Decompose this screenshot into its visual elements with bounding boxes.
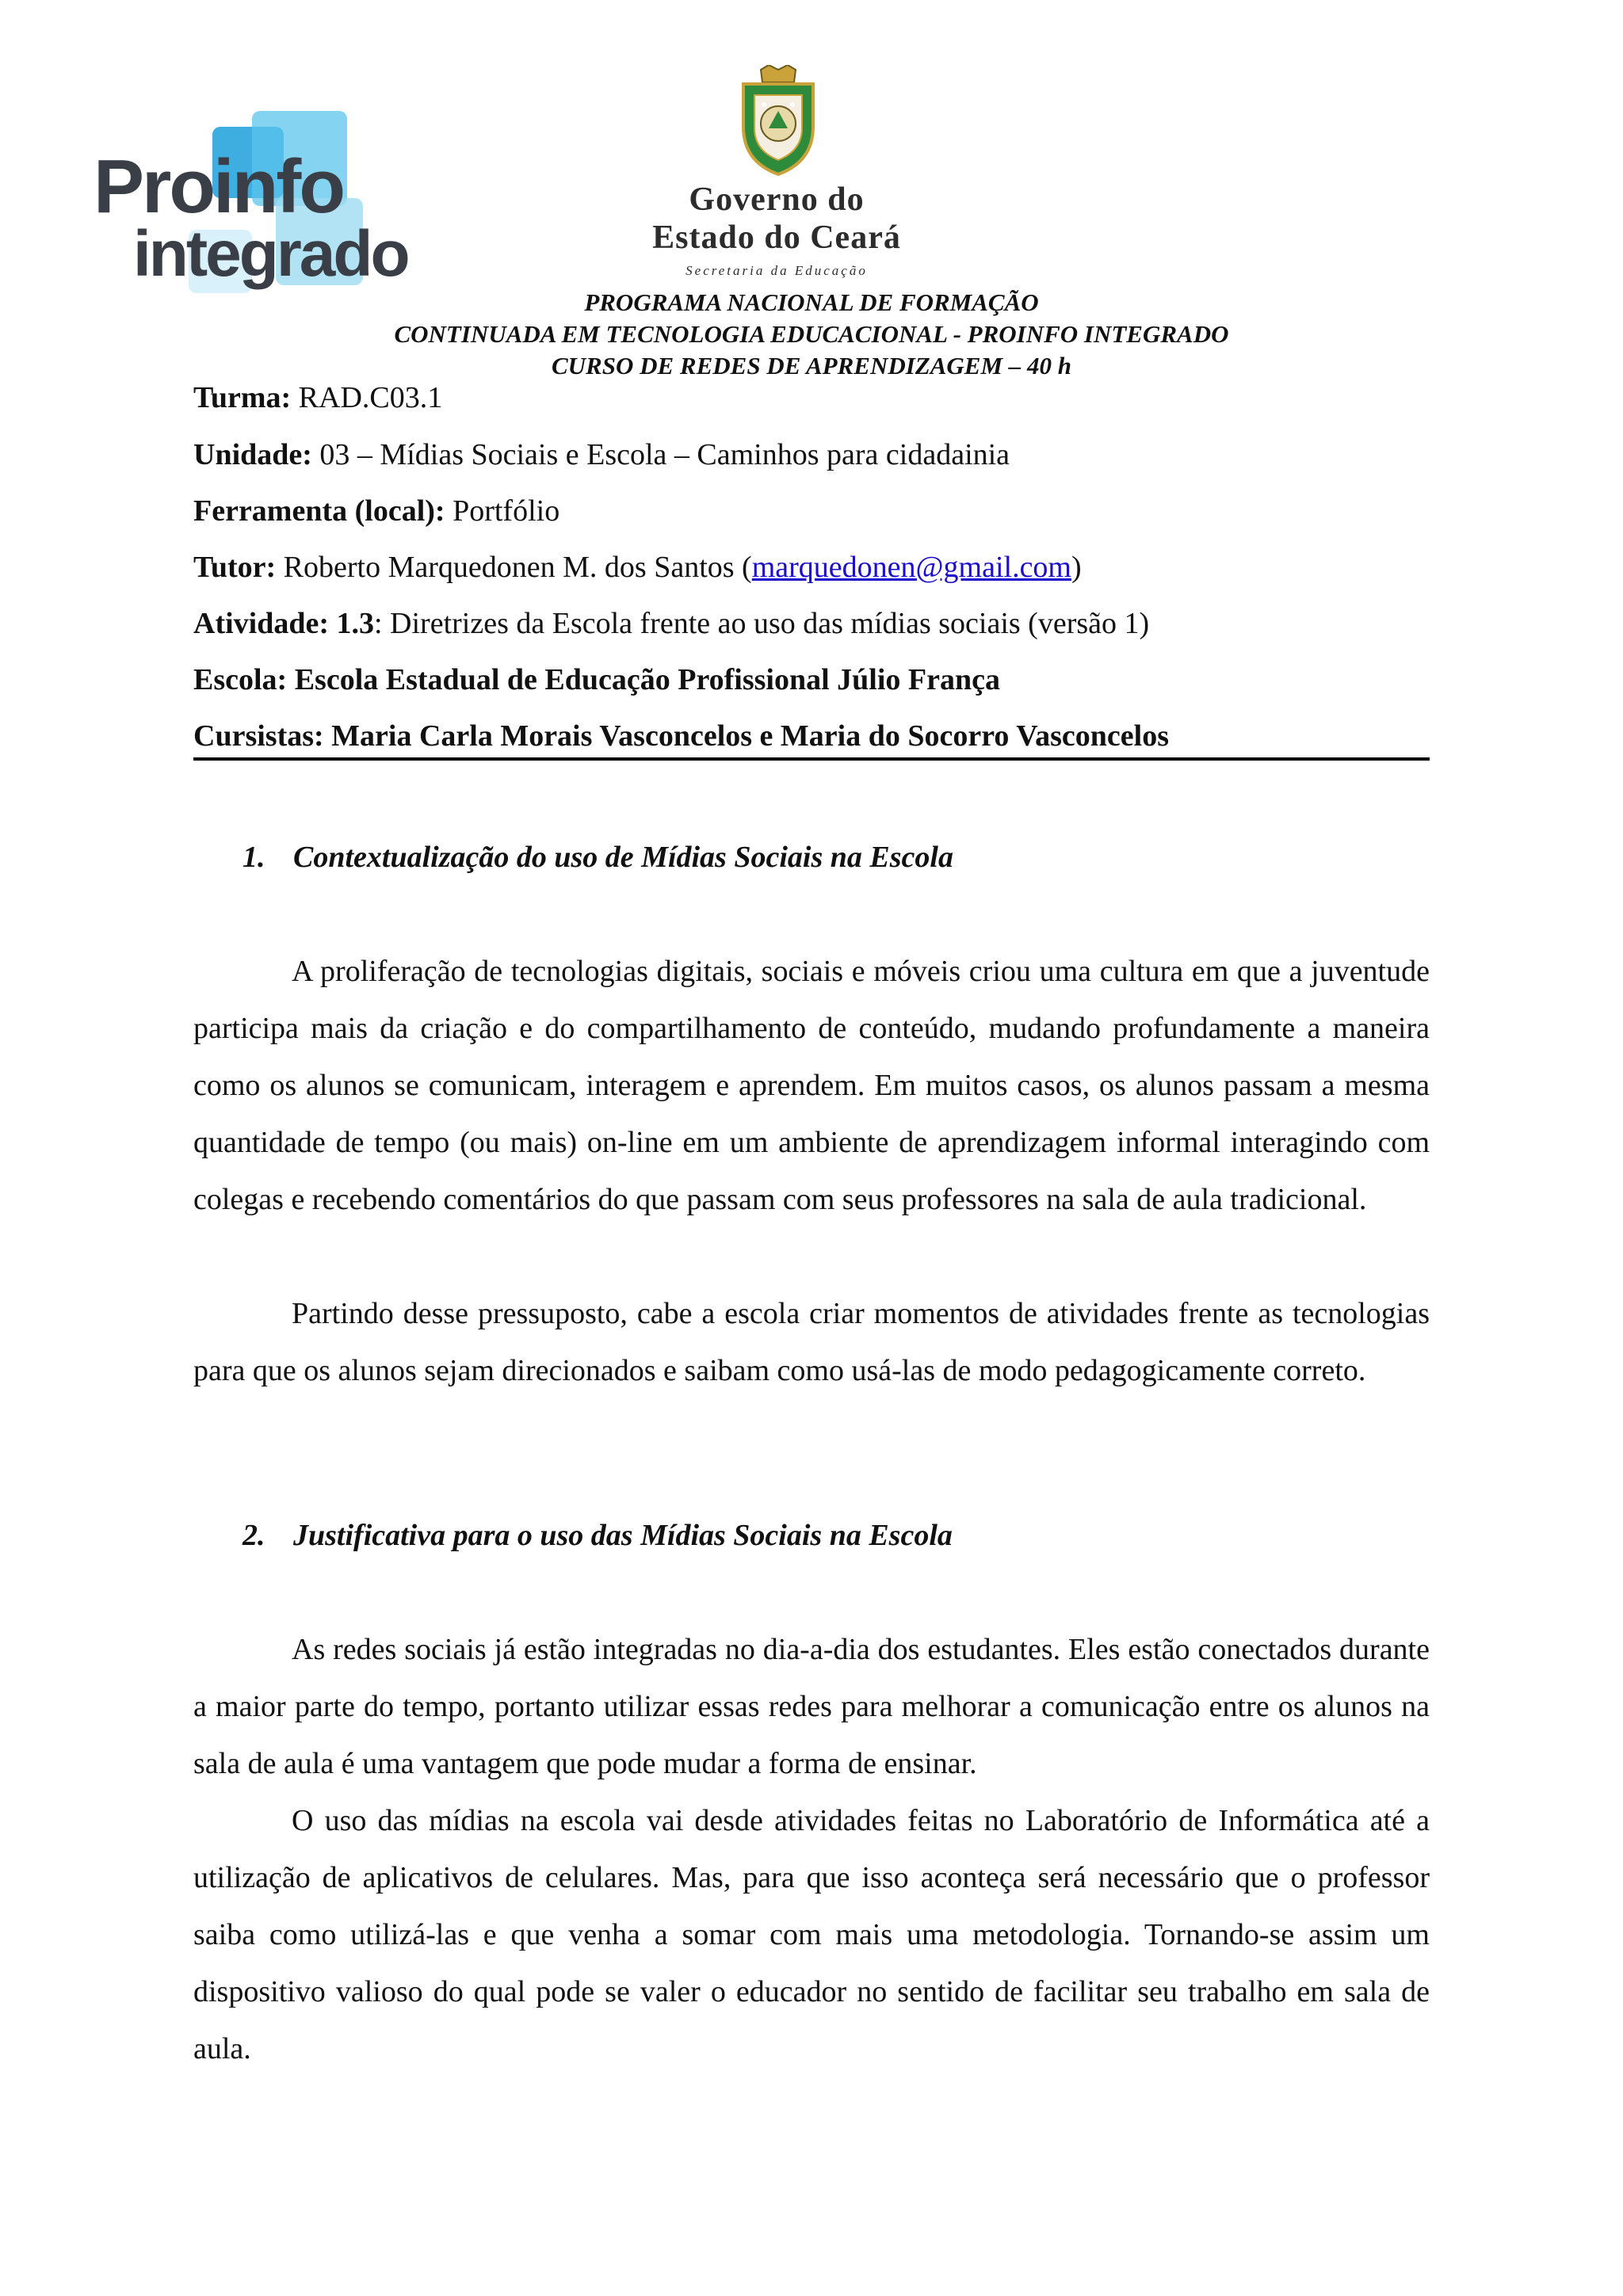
proinfo-logo xyxy=(94,111,408,309)
turma-value: RAD.C03.1 xyxy=(291,381,443,414)
turma-line xyxy=(193,382,1430,414)
tutor-line xyxy=(193,551,1430,583)
unidade-label: Unidade: xyxy=(193,438,312,471)
section-1-title: Contextualização do uso de Mídias Sociais na Escola xyxy=(293,841,953,874)
gov-subtitle: Secretaria da Educação xyxy=(685,263,868,278)
program-line-1: PROGRAMA NACIONAL DE FORMAÇÃO xyxy=(584,288,1039,316)
integrado-logo-text: integrado xyxy=(133,218,408,290)
government-wordmark xyxy=(618,181,935,279)
header-divider xyxy=(193,757,1430,761)
atividade-value: : Diretrizes da Escola frente ao uso das mídias sociais (versão 1) xyxy=(374,607,1150,640)
cursistas-line xyxy=(193,720,1430,752)
tutor-value: Roberto Marquedonen M. dos Santos ( xyxy=(276,551,752,584)
section-1-paragraph-1: A proliferação de tecnologias digitais, sociais e móveis criou uma cultura em que a juventude participa mais da criação e do compartilhamento de conteúdo, mudando profundamente a maneira como os alunos se comunicam, interagem e aprendem. Em muitos casos, os alunos passam a mesma quantidade de tempo (ou mais) on-line em um ambiente de aprendizagem informal interagindo com colegas e recebendo comentários do que passam com seus professores na sala de aula tradicional. xyxy=(193,955,1430,1216)
atividade-label: Atividade: 1.3 xyxy=(193,607,374,640)
section-1-heading xyxy=(242,840,953,875)
atividade-line xyxy=(193,608,1430,639)
proinfo-logo-text: Proinfo xyxy=(94,144,343,229)
section-2-paragraph-2: O uso das mídias na escola vai desde atividades feitas no Laboratório de Informática até a utilização de aplicativos de celulares. Mas, para que isso aconteça será necessário que o professor saiba como utilizá-las e que venha a somar com mais uma metodologia. Tornando-se assim um dispositivo valioso do qual pode se valer o educador no sentido de facilitar seu trabalho em sala de aula. xyxy=(193,1804,1430,2065)
escola-text: Escola: Escola Estadual de Educação Profissional Júlio França xyxy=(193,663,1000,696)
program-line-3: CURSO DE REDES DE APRENDIZAGEM – 40 h xyxy=(551,352,1072,379)
unidade-value: 03 – Mídias Sociais e Escola – Caminhos para cidadainia xyxy=(311,438,1010,471)
escola-line xyxy=(193,664,1430,696)
ferramenta-label: Ferramenta (local): xyxy=(193,494,445,528)
section-2-paragraph-1: As redes sociais já estão integradas no dia-a-dia dos estudantes. Eles estão conectados durante a maior parte do tempo, portanto utilizar essas redes para melhorar a comunicação entre os alunos na sala de aula é uma vantagem que pode mudar a forma de ensinar. xyxy=(193,1633,1430,1780)
section-1-number: 1. xyxy=(242,841,265,874)
program-line-2: CONTINUADA EM TECNOLOGIA EDUCACIONAL - PROINFO INTEGRADO xyxy=(394,320,1229,348)
section-2-heading xyxy=(242,1518,953,1553)
gov-line-2: Estado do Ceará xyxy=(652,219,901,256)
section-2-number: 2. xyxy=(242,1519,265,1552)
ferramenta-value: Portfólio xyxy=(445,494,560,528)
ferramenta-line xyxy=(193,495,1430,527)
ceara-crest-icon xyxy=(737,65,819,176)
program-header xyxy=(238,287,1385,382)
tutor-close: ) xyxy=(1071,551,1082,584)
unidade-line xyxy=(193,439,1430,471)
tutor-email-link[interactable]: marquedonen@gmail.com xyxy=(751,551,1071,584)
cursistas-text: Cursistas: Maria Carla Morais Vasconcelos e Maria do Socorro Vasconcelos xyxy=(193,719,1170,753)
gov-line-1: Governo do xyxy=(689,181,865,218)
section-2-title: Justificativa para o uso das Mídias Sociais na Escola xyxy=(293,1519,953,1552)
turma-label: Turma: xyxy=(193,381,292,414)
tutor-label: Tutor: xyxy=(193,551,277,584)
section-1-paragraph-2: Partindo desse pressuposto, cabe a escola criar momentos de atividades frente as tecnologias para que os alunos sejam direcionados e saibam como usá-las de modo pedagogicamente correto. xyxy=(193,1297,1430,1387)
